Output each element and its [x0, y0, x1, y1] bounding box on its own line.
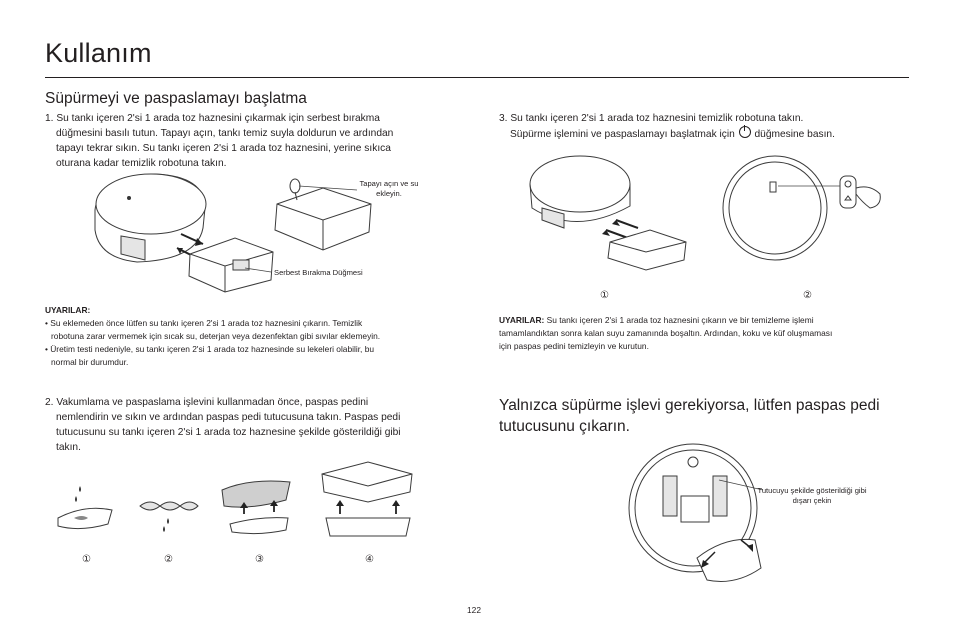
robot-bottom-view-illustration — [615, 440, 765, 590]
right-warning-text: Su tankı içeren 2'si 1 arada toz haznesini çıkarın ve bir temizleme işlemi — [546, 315, 814, 325]
sweep-only-heading — [499, 395, 919, 437]
step-3-label-2: ② — [803, 290, 812, 301]
step-2-illustration — [50, 460, 430, 550]
power-button-icon — [739, 126, 751, 138]
wet-mop-pad-drawing — [58, 486, 112, 529]
step-3-line-start: Süpürme işlemini ve paspaslamayı başlatmak için — [510, 129, 735, 140]
right-warning-line — [499, 314, 919, 327]
attach-pad-drawing — [222, 481, 290, 534]
warning-line: robotuna zarar vermemek için sıcak su, deterjan veya dezenfektan gibi sıvılar eklemeyin. — [51, 331, 381, 341]
step-1-illustration — [85, 168, 395, 298]
step-2-line: 2. Vakumlama ve paspaslama işlevini kullanmadan önce, paspas pedini — [45, 397, 369, 408]
sweep-only-heading-line: Yalnızca süpürme işlevi gerekiyorsa, lütfen paspas pedi — [499, 397, 880, 414]
left-warnings — [45, 304, 465, 369]
pull-holder-callout: Tutucuyu şekilde gösterildiği gibi dışarı çekin — [757, 486, 867, 505]
right-warning-line: için paspas pedini temizleyin ve kurutun. — [499, 341, 649, 351]
dust-tank-drawing — [189, 238, 273, 292]
robot-insert-tank-drawing — [530, 156, 686, 270]
right-warnings — [499, 314, 919, 353]
plug-callout: Tapayı açın ve su ekleyin. — [359, 179, 419, 198]
warning-line: • Üretim testi nedeniyle, su tankı içeren 2'si 1 arada toz haznesinde su lekeleri olabilir, bu — [45, 344, 375, 354]
step-1-text — [45, 111, 465, 171]
warning-line: normal bir durumdur. — [51, 357, 129, 367]
step-2-label-4: ④ — [365, 554, 374, 565]
step-1-line: düğmesini basılı tutun. Tapayı açın, tankı temiz suyla doldurun ve ardından — [56, 128, 394, 139]
robot-top-view-drawing — [723, 156, 880, 260]
step-3-label-1: ① — [600, 290, 609, 301]
robot-vacuum-drawing — [95, 174, 206, 262]
page-title: Kullanım — [45, 38, 152, 68]
release-button-callout: Serbest Bırakma Düğmesi — [274, 268, 363, 277]
step-3-illustration — [520, 150, 900, 285]
step-3-line: 3. Su tankı içeren 2'si 1 arada toz haznesini temizlik robotuna takın. — [499, 113, 804, 124]
wring-mop-pad-drawing — [140, 502, 198, 532]
title-divider — [45, 77, 909, 78]
warning-line: • Su eklemeden önce lütfen su tankı içeren 2'si 1 arada toz haznesini çıkarın. Temizlik — [45, 318, 363, 328]
step-2-label-1: ① — [82, 554, 91, 565]
attach-holder-to-tank-drawing — [322, 462, 412, 536]
right-warning-line: tamamlandıktan sonra kalan suyu zamanında boşaltın. Ardından, koku ve küf oluşmaması — [499, 328, 833, 338]
step-1-line: tapayı tekrar sıkın. Su tankı içeren 2'si 1 arada toz haznesini, yerine sıkıca — [56, 143, 391, 154]
section-heading: Süpürmeyi ve paspaslamayı başlatma — [45, 90, 307, 107]
page-number: 122 — [467, 605, 481, 615]
step-2-text — [45, 395, 465, 455]
warnings-title: UYARILAR: — [499, 315, 545, 325]
step-1-line: 1. Su tankı içeren 2'si 1 arada toz haznesini çıkarmak için serbest bırakma — [45, 113, 380, 124]
step-3-line — [499, 126, 919, 142]
step-2-label-2: ② — [164, 554, 173, 565]
step-2-label-3: ③ — [255, 554, 264, 565]
step-3-line-end: düğmesine basın. — [754, 129, 835, 140]
warnings-title: UYARILAR: — [45, 305, 91, 315]
step-1-line: oturana kadar temizlik robotuna takın. — [56, 158, 227, 169]
step-2-line: tutucusunu su tankı içeren 2'si 1 arada toz haznesine şekilde gösterildiği gibi — [56, 427, 401, 438]
step-2-line: nemlendirin ve sıkın ve ardından paspas pedi tutucusuna takın. Paspas pedi — [56, 412, 401, 423]
step-3-text — [499, 111, 919, 142]
sweep-only-heading-line: tutucusunu çıkarın. — [499, 418, 630, 435]
step-2-line: takın. — [56, 442, 81, 453]
